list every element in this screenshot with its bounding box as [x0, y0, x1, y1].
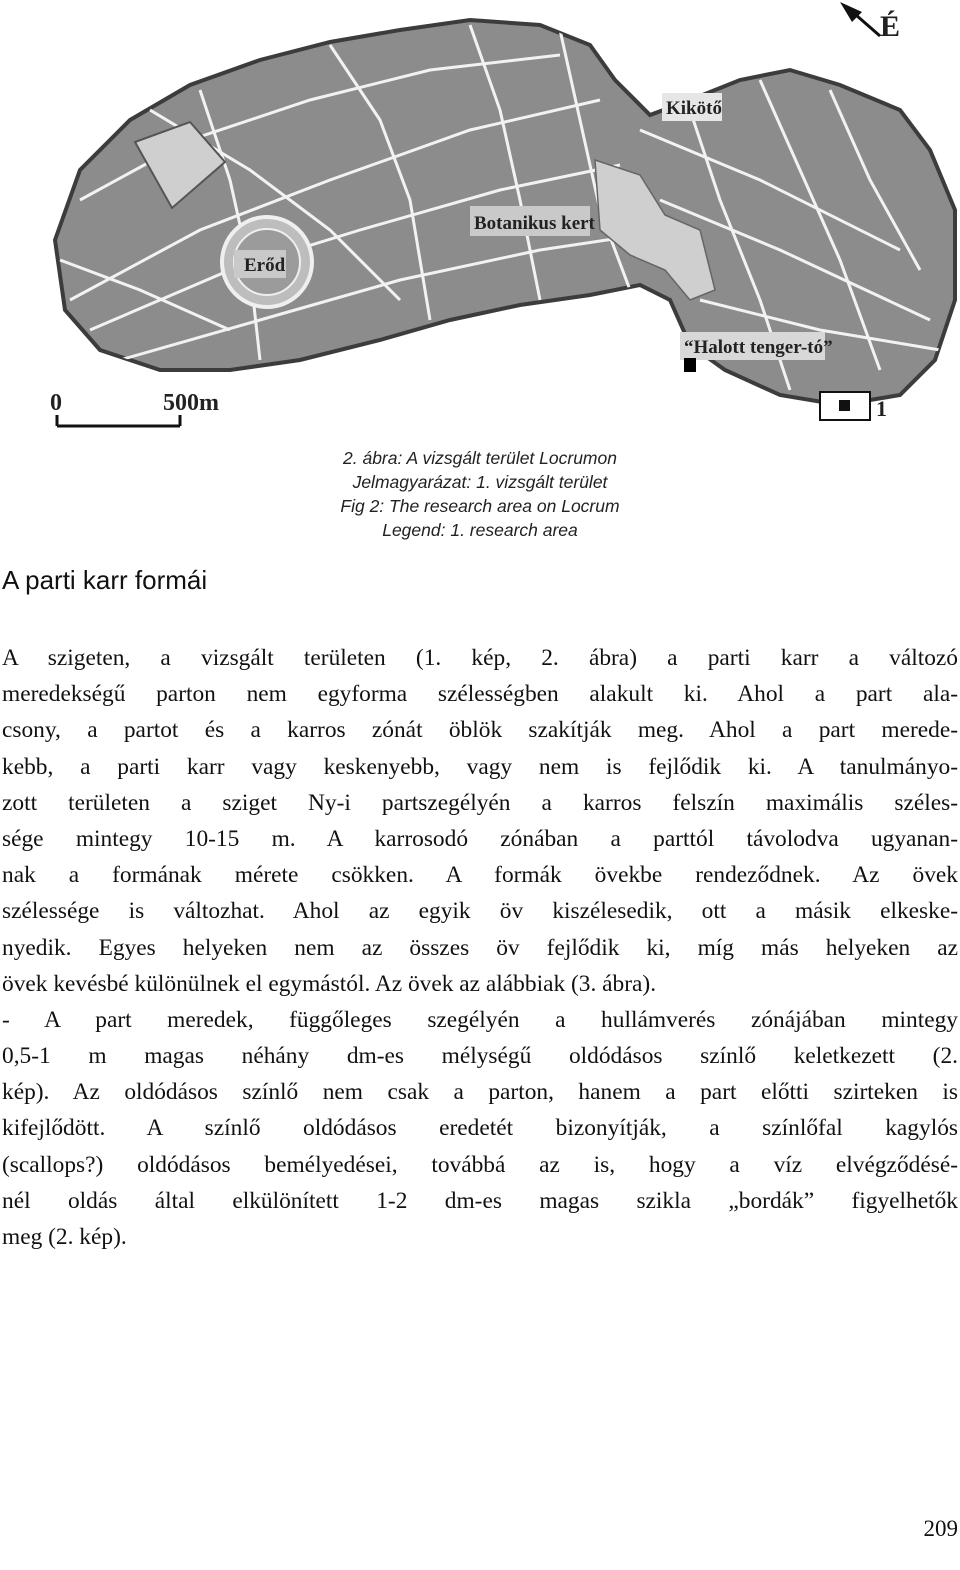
text-line: kép). Az oldódásos színlő nem csak a parton, hanem a part előtti szirteken is	[2, 1079, 958, 1106]
port-label: Kikötő	[666, 98, 722, 119]
section-heading: A parti karr formái	[2, 565, 208, 595]
research-area-map	[0, 0, 960, 440]
north-arrow-icon	[840, 2, 880, 36]
text-line: A szigeten, a vizsgált területen (1. kép, 2. ábra) a parti karr a változó	[2, 645, 958, 671]
scale-bar	[57, 415, 180, 426]
botanical-garden-label: Botanikus kert	[474, 213, 595, 234]
text-line: nak a formának mérete csökken. A formák övekbe rendeződnek. Az övek	[2, 862, 958, 889]
caption-line: Legend: 1. research area	[382, 520, 578, 540]
text-line: övek kevésbé különülnek el egymástól. Az övek az alábbiak (3. ábra).	[2, 970, 657, 997]
text-line: (scallops?) oldódásos bemélyedései, továbbá az is, hogy a víz elvégződésé-	[2, 1151, 958, 1178]
scale-zero: 0	[50, 390, 62, 416]
text-line: meredekségű parton nem egyforma szélességben alakult ki. Ahol a part ala-	[2, 681, 958, 708]
text-line: sége mintegy 10-15 m. A karrosodó zónában a parttól távolodva ugyanan-	[2, 825, 958, 852]
text-line: csony, a partot és a karros zónát öblök szakítják meg. Ahol a part merede-	[2, 717, 958, 744]
scale-distance: 500m	[163, 390, 219, 416]
text-line: kebb, a parti karr vagy keskenyebb, vagy nem is fejlődik ki. A tanulmányo-	[2, 753, 958, 780]
text-line: - A part meredek, függőleges szegélyén a hullámverés zónájában mintegy	[2, 1006, 958, 1033]
research-area-marker	[684, 358, 696, 372]
text-line: meg (2. kép).	[2, 1224, 127, 1250]
north-label: É	[880, 10, 901, 43]
caption-line: Fig 2: The research area on Locrum	[340, 496, 620, 516]
island-map-figure	[0, 0, 960, 440]
fort-label: Erőd	[244, 255, 286, 276]
text-line: szélessége is változhat. Ahol az egyik öv kiszélesedik, ott a másik elkeske-	[2, 898, 958, 925]
body-paragraph	[2, 640, 958, 1255]
legend-number: 1	[876, 396, 887, 421]
text-line: nél oldás által elkülönített 1-2 dm-es magas szikla „bordák” figyelhetők	[2, 1187, 958, 1214]
page-number: 209	[923, 1516, 958, 1541]
text-line: zott területen a sziget Ny-i partszegélyén a karros felszín maximális széles-	[2, 789, 958, 816]
caption-line: Jelmagyarázat: 1. vizsgált terület	[352, 472, 608, 492]
text-line: 0,5-1 m magas néhány dm-es mélységű oldódásos színlő keletkezett (2.	[2, 1043, 958, 1070]
figure-caption	[270, 446, 690, 542]
caption-line: 2. ábra: A vizsgált terület Locrumon	[343, 448, 617, 468]
text-line: kifejlődött. A színlő oldódásos eredetét bizonyítják, a színlőfal kagylós	[2, 1115, 958, 1142]
dead-sea-lake-label: “Halott tenger-tó”	[684, 337, 833, 358]
text-line: nyedik. Egyes helyeken nem az összes öv fejlődik ki, míg más helyeken az	[2, 934, 958, 961]
